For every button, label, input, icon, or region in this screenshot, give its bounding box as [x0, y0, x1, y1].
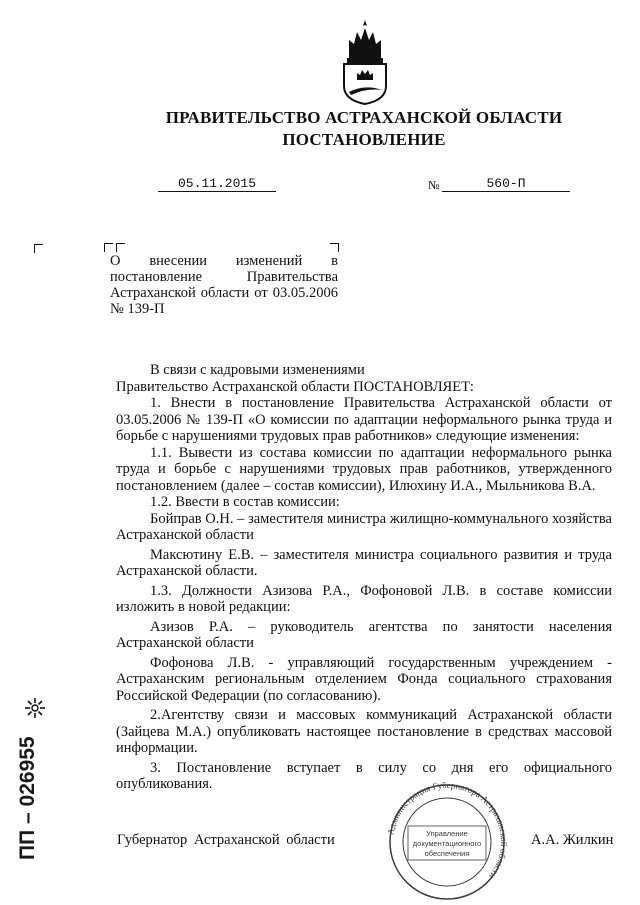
subject-corner-mark-left-inner — [116, 243, 125, 252]
signature-role: Губернатор Астраханской области — [117, 832, 335, 848]
body-paragraph: Бойправ О.Н. – заместителя министра жилищно-коммунального хозяйства Астраханской области — [116, 510, 612, 543]
document-number: 560-П — [442, 176, 570, 192]
stamp-inner-line-1: Управление — [426, 829, 468, 838]
document-body — [116, 362, 612, 793]
serial-number: ПП – 026955 — [16, 736, 39, 860]
body-paragraph: 1.3. Должности Азизова Р.А., Фофоновой Л.В. в составе комиссии изложить в новой редакции: — [116, 582, 612, 615]
body-paragraph: Правительство Астраханской области ПОСТАНОВЛЯЕТ: — [116, 378, 474, 395]
body-paragraph: Максютину Е.В. – заместителя министра социального развития и труда Астраханской области. — [116, 546, 612, 579]
number-label: № — [428, 178, 440, 192]
header-line-2: ПОСТАНОВЛЕНИЕ — [282, 130, 446, 149]
header-line-1: ПРАВИТЕЛЬСТВО АСТРАХАНСКОЙ ОБЛАСТИ — [165, 108, 563, 127]
official-stamp — [374, 782, 520, 900]
margin-corner-mark — [34, 244, 43, 253]
body-paragraph: Фофонова Л.В. - управляющий государственным учреждением - Астраханским региональным отделением Фонда социального страхования Российской Федерации (по согласованию). — [116, 654, 612, 704]
body-paragraph: 3. Постановление вступает в силу со дня его официального опубликования. — [116, 759, 612, 792]
stamp-outer-text: Администрация Губернатора Астраханской области — [385, 782, 510, 881]
document-date: 05.11.2015 — [158, 176, 276, 192]
body-paragraph: 1.1. Вывести из состава комиссии по адаптации неформального рынка труда и борьбе с нарушениями трудовых прав работников, утвержденного постановлением (далее – состав комиссии), Илюхину И.А., Мыльникова В.А. — [116, 444, 612, 494]
rosette-icon — [24, 697, 46, 719]
coat-of-arms-icon — [335, 18, 395, 106]
stamp-inner-line-3: обеспечения — [424, 849, 470, 858]
subject-corner-mark-right — [330, 243, 339, 252]
body-paragraph: В связи с кадровыми изменениями — [150, 362, 365, 378]
subject-corner-mark-left — [104, 243, 113, 252]
signature-name: А.А. Жилкин — [531, 832, 614, 848]
body-paragraph: 2.Агентству связи и массовых коммуникаций Астраханской области (Зайцева М.А.) опубликовать настоящее постановление в средствах массовой информации. — [116, 707, 612, 756]
body-paragraph: 1.2. Ввести в состав комиссии: — [150, 494, 340, 510]
document-subject: О внесении изменений в постановление Правительства Астраханской области от 03.05.2006 № 139-П — [110, 253, 338, 317]
stamp-inner-line-2: документационного — [412, 839, 482, 848]
body-paragraph: 1. Внести в постановление Правительства Астраханской области от 03.05.2006 № 139-П «О комиссии по адаптации неформального рынка труда и борьбе с нарушениями трудовых прав работников» следующие изменения: — [116, 395, 612, 444]
body-paragraph: Азизов Р.А. – руководитель агентства по занятости населения Астраханской области — [116, 618, 612, 651]
